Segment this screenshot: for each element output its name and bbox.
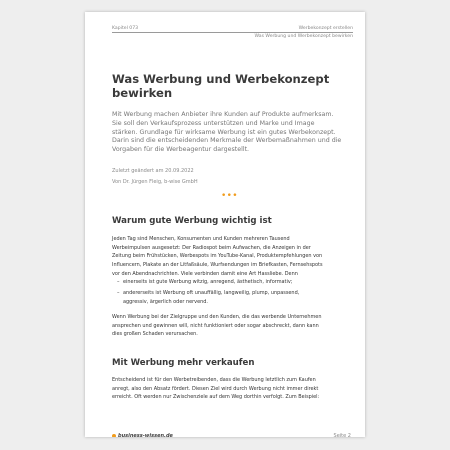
footer-logo	[112, 433, 173, 437]
header-divider	[112, 32, 353, 33]
separator-dots: •••	[221, 191, 238, 201]
header-section: Werbekonzept erstellen	[298, 26, 353, 31]
last-changed-date: Zuletzt geändert am 20.09.2022	[112, 168, 194, 174]
lead-line: Darin sind die entscheidenden Merkmale der Werbemaßnahmen und die	[112, 137, 342, 145]
body-line: erreicht. Oft werden nur Zwischenziele auf dem Weg dorthin verfolgt. Zum Beispiel:	[112, 394, 320, 401]
list-item-text: einerseits ist gute Werbung witzig, anregend, ästhetisch, informativ;	[123, 279, 293, 285]
document-page	[85, 12, 365, 437]
list-item	[117, 289, 345, 306]
body-paragraph	[112, 313, 348, 339]
page-title-line: bewirken	[112, 86, 173, 100]
lead-line: Sie soll den Verkaufsprozess unterstützen und Marke und Image	[112, 119, 315, 127]
body-line: dies großen Schaden verursachen.	[112, 331, 198, 338]
bullet-dash: –	[117, 279, 120, 285]
body-line: anregt, also den Absatz fördert. Diesen Ziel wird durch Werbung nicht immer direkt	[112, 385, 319, 392]
body-line: Entscheidend ist für den Werbetreibenden, dass die Werbung letztlich zum Kaufen	[112, 377, 316, 383]
header-chapter: Kapitel 073	[112, 26, 139, 31]
logo-ball-icon	[112, 434, 116, 438]
footer-logo-text: business-wissen.de	[118, 433, 173, 437]
page-title	[112, 72, 342, 100]
body-line: Wenn Werbung bei der Zielgruppe und den Kunden, die das werbende Unternehmen	[112, 314, 322, 320]
lead-line: Mit Werbung machen Anbieter ihre Kunden auf Produkte aufmerksam.	[112, 111, 334, 118]
list-item	[117, 278, 345, 287]
body-paragraph	[112, 376, 348, 402]
lead-line: Vorgaben für die Werbeagentur dargestellt.	[112, 146, 250, 153]
body-line: Zeitung beim Frühstücken, Werbespots im YouTube-Kanal, Produktempfehlungen von	[112, 253, 323, 260]
body-line: Werbeimpulsen ausgesetzt: Der Radiospot beim Aufwachen, die Anzeigen in der	[112, 244, 311, 251]
page-number: Seite 2	[333, 433, 351, 437]
section-heading: Warum gute Werbung wichtig ist	[112, 216, 272, 226]
author-line: Von Dr. Jürgen Fleig, b-wise GmbH	[112, 179, 198, 185]
bullet-dash: –	[117, 290, 120, 296]
section-heading: Mit Werbung mehr verkaufen	[112, 358, 255, 368]
page-title-line: Was Werbung und Werbekonzept	[112, 72, 330, 86]
list-item-text: andererseits ist Werbung oft unauffällig, langweilig, plump, unpassend,	[123, 290, 300, 296]
body-line: Influencern, Plakate an der Litfaßsäule, Wurfsendungen im Briefkasten, Fernsehspots	[112, 262, 323, 269]
body-line: ansprechen und gewinnen will, nicht funktioniert oder sogar abschreckt, dann kann	[112, 322, 319, 329]
body-paragraph	[112, 235, 348, 279]
body-line: Jeden Tag sind Menschen, Konsumenten und Kunden mehreren Tausend	[112, 236, 290, 242]
body-line: vor den Abendnachrichten. Viele verbinden damit eine Art Hassliebe. Denn	[112, 270, 298, 277]
lead-line: stärken. Grundlage für wirksame Werbung ist ein gutes Werbekonzept.	[112, 128, 336, 136]
list-item-text: aggressiv, ärgerlich oder nervend.	[123, 298, 208, 305]
lead-paragraph	[112, 111, 348, 155]
header-subsection: Was Werbung und Werbekonzept bewirken	[254, 34, 353, 39]
